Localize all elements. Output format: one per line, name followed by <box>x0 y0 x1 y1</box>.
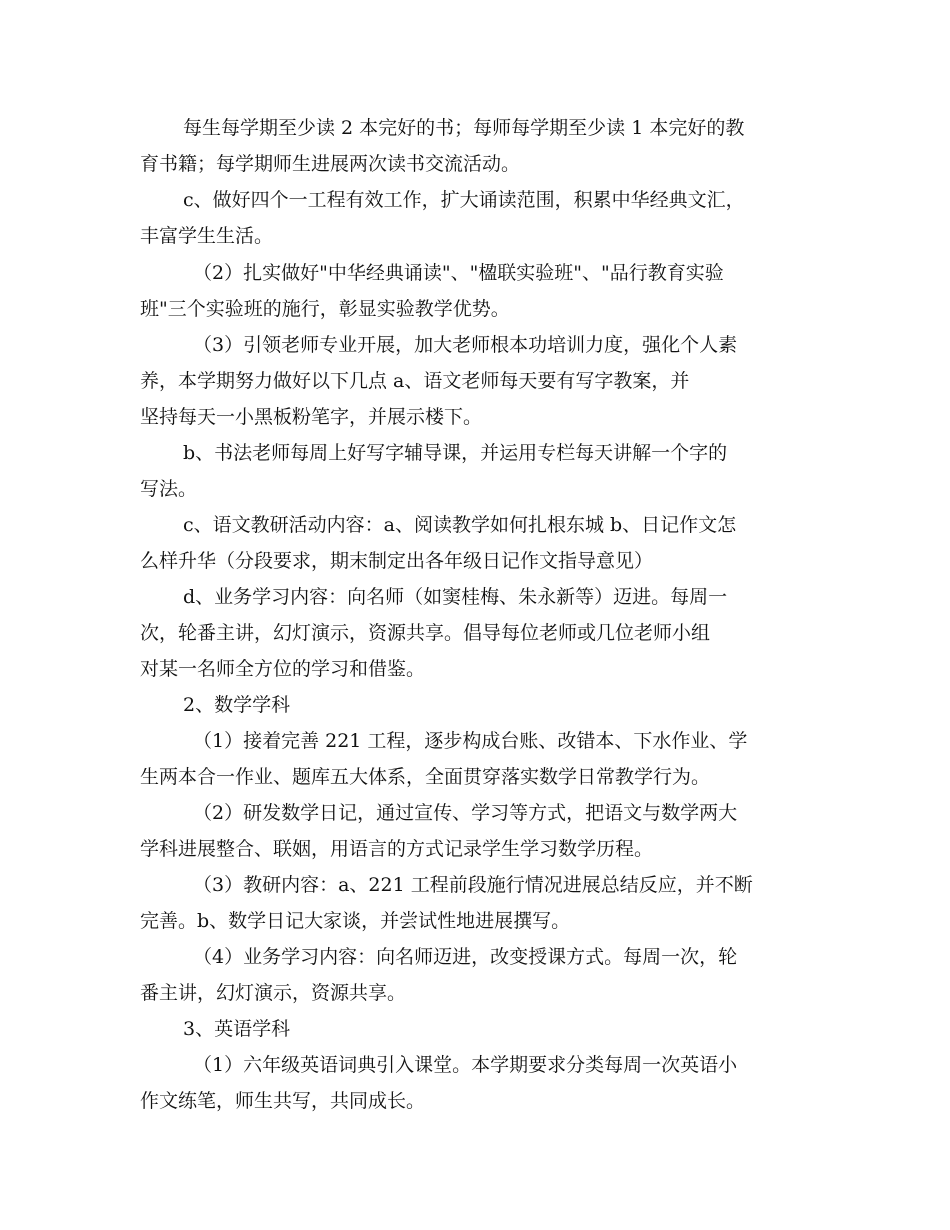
paragraph-line: （2）扎实做好"中华经典诵读"、"楹联实验班"、"品行教育实验 <box>193 262 724 284</box>
paragraph-line: 完善。b、数学日记大家谈，并尝试性地进展撰写。 <box>140 910 571 932</box>
paragraph-line: 养，本学期努力做好以下几点 a、语文老师每天要有写字教案，并 <box>140 370 690 392</box>
paragraph-line: 番主讲，幻灯演示，资源共享。 <box>140 982 407 1004</box>
paragraph-line: （1）接着完善 221 工程，逐步构成台账、改错本、下水作业、学 <box>193 730 748 752</box>
paragraph-line: 生两本合一作业、题库五大体系，全面贯穿落实数学日常教学行为。 <box>140 766 711 788</box>
paragraph-line: （1）六年级英语词典引入课堂。本学期要求分类每周一次英语小 <box>193 1054 738 1076</box>
paragraph-line: 丰富学生生活。 <box>140 225 274 247</box>
paragraph-line: c、做好四个一工程有效工作，扩大诵读范围，积累中华经典文汇， <box>183 189 745 211</box>
paragraph-line: 次，轮番主讲，幻灯演示，资源共享。倡导每位老师或几位老师小组 <box>140 622 711 644</box>
paragraph-line: 么样升华（分段要求，期末制定出各年级日记作文指导意见） <box>140 550 654 572</box>
paragraph-line: （3）教研内容：a、221 工程前段施行情况进展总结反应，并不断 <box>193 874 753 896</box>
paragraph-line: 每生每学期至少读 2 本完好的书；每师每学期至少读 1 本完好的教 <box>183 117 745 139</box>
section-heading: 3、英语学科 <box>183 1018 291 1040</box>
section-heading: 2、数学学科 <box>183 694 291 716</box>
paragraph-line: 坚持每天一小黑板粉笔字，并展示楼下。 <box>140 406 483 428</box>
paragraph-line: 班"三个实验班的施行，彰显实验教学优势。 <box>140 298 510 320</box>
paragraph-line: 育书籍；每学期师生进展两次读书交流活动。 <box>140 153 521 175</box>
paragraph-line: 作文练笔，师生共写，共同成长。 <box>140 1090 426 1112</box>
paragraph-line: b、书法老师每周上好写字辅导课，并运用专栏每天讲解一个字的 <box>183 442 728 464</box>
paragraph-line: （4）业务学习内容：向名师迈进，改变授课方式。每周一次，轮 <box>193 946 738 968</box>
paragraph-line: c、语文教研活动内容：a、阅读教学如何扎根东城 b、日记作文怎 <box>183 514 737 536</box>
paragraph-line: （3）引领老师专业开展，加大老师根本功培训力度，强化个人素 <box>193 334 738 356</box>
paragraph-line: 对某一名师全方位的学习和借鉴。 <box>140 658 426 680</box>
paragraph-line: 写法。 <box>140 478 198 500</box>
paragraph-line: （2）研发数学日记，通过宣传、学习等方式，把语文与数学两大 <box>193 802 738 824</box>
paragraph-line: 学科进展整合、联姻，用语言的方式记录学生学习数学历程。 <box>140 838 654 860</box>
paragraph-line: d、业务学习内容：向名师（如窦桂梅、朱永新等）迈进。每周一 <box>183 586 728 608</box>
